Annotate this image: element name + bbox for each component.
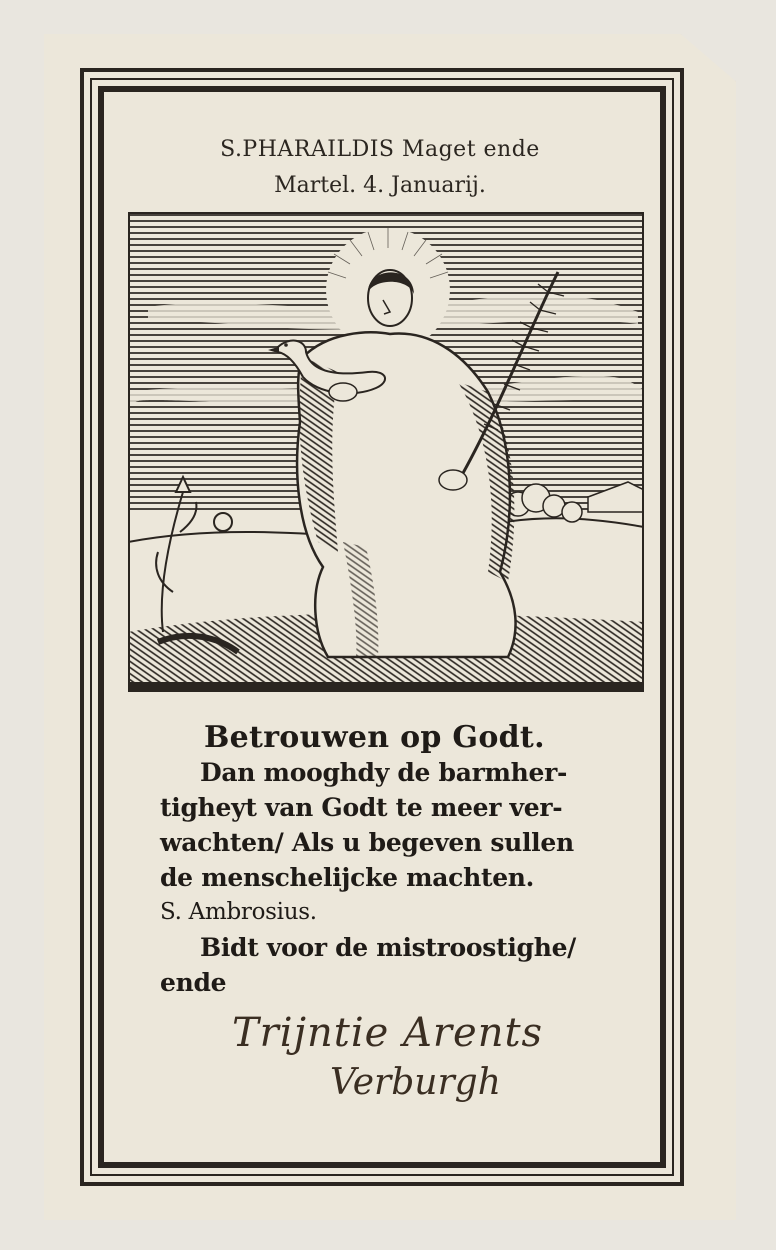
text-line-2: tigheyt van Godt te meer ver-: [160, 793, 563, 822]
closing-line-1: Bidt voor de mistroostighe/: [200, 933, 577, 962]
woodcut-saint-pharaildis: [128, 212, 644, 692]
text-line-3: wachten/ Als u begeven sullen: [160, 828, 574, 857]
handwritten-inscription-line-1: Trijntie Arents: [232, 1010, 544, 1056]
text-heading: Betrouwen op Godt.: [204, 720, 545, 755]
print-title: [130, 132, 630, 204]
closing-line-2: ende: [160, 968, 227, 997]
text-line-4: de menschelijcke machten.: [160, 863, 535, 892]
devotional-text: [160, 720, 630, 1000]
attribution: S. Ambrosius.: [160, 899, 317, 925]
handwritten-inscription-line-2: Verburgh: [330, 1062, 501, 1103]
title-line-1: S.PHARAILDIS Maget ende: [220, 137, 540, 162]
title-line-2: Martel. 4. Januarij.: [274, 173, 486, 198]
text-line-1: Dan mooghdy de barmher-: [200, 758, 568, 787]
